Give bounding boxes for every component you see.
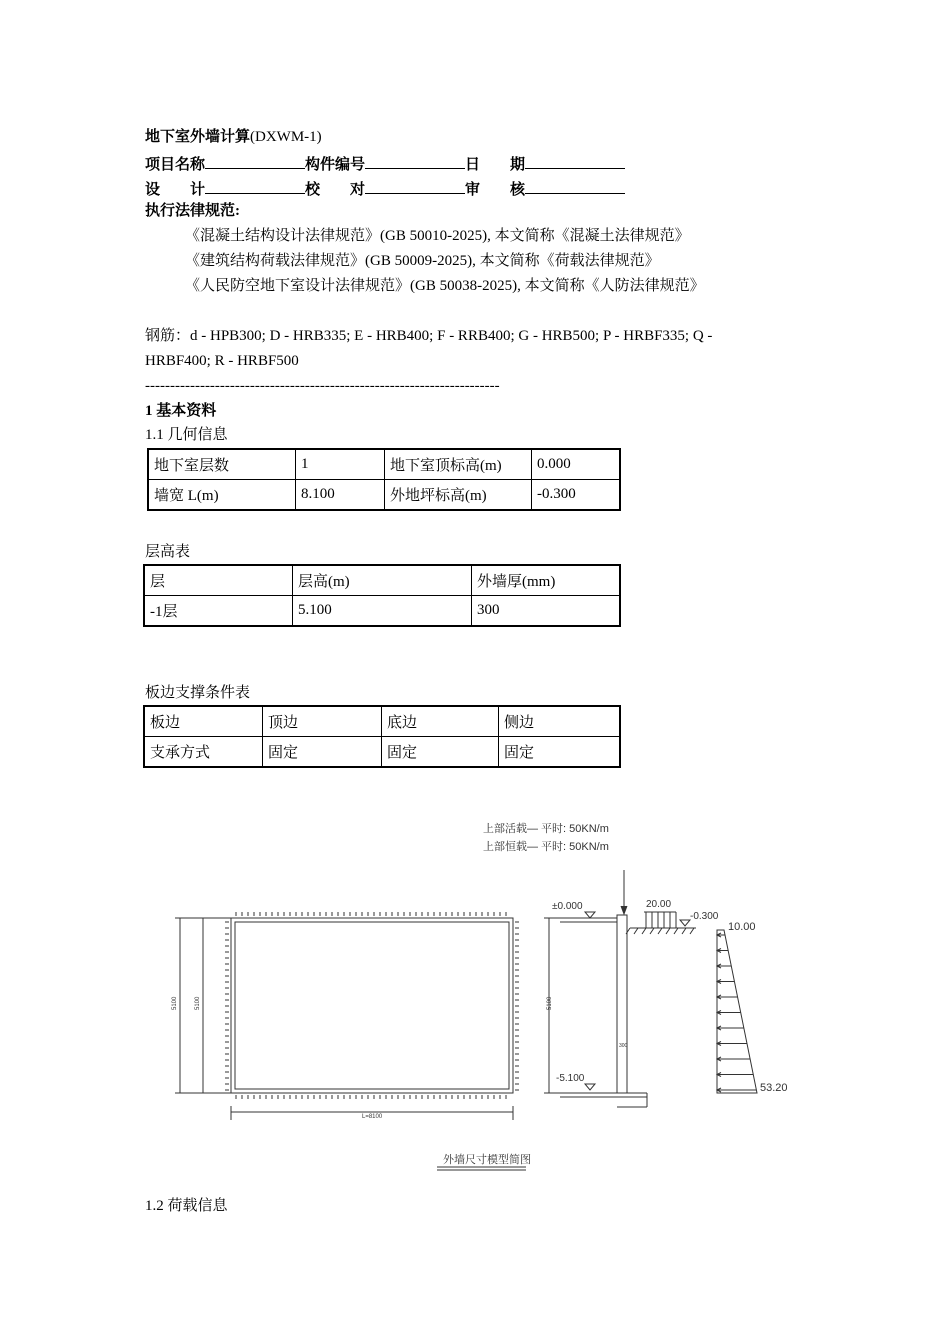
- table-cell: 支承方式: [144, 737, 263, 768]
- surcharge-text: 20.00: [646, 899, 672, 910]
- table-cell: 0.000: [532, 449, 621, 480]
- table-cell: 外墙厚(mm): [472, 565, 621, 596]
- table-cell: 固定: [263, 737, 382, 768]
- table-cell: -1层: [144, 596, 293, 627]
- table-cell: 固定: [499, 737, 621, 768]
- top-edge-hatch: [225, 912, 519, 1099]
- width-dim-text: L=8100: [362, 1114, 383, 1120]
- height-dim-text: 5100: [172, 996, 178, 1010]
- table-cell: 层: [144, 565, 293, 596]
- elevation-marker-icon: [585, 912, 595, 918]
- table-cell: 顶边: [263, 706, 382, 737]
- section-height-text: 5100: [547, 996, 553, 1010]
- height-dim-text: 5100: [195, 996, 201, 1010]
- table-cell: 侧边: [499, 706, 621, 737]
- table-cell: 地下室顶标高(m): [385, 449, 532, 480]
- bottom-elevation-text: -5.100: [556, 1073, 585, 1084]
- table-cell: 300: [472, 596, 621, 627]
- table-cell: -0.300: [532, 480, 621, 511]
- elevation-marker-icon: [680, 920, 690, 926]
- subsection-title-loads: 1.2 荷载信息: [145, 1198, 228, 1214]
- table-cell: 地下室层数: [148, 449, 296, 480]
- pressure-arrows: [717, 933, 756, 1092]
- rebar-line-1: 钢筋：d - HPB300; D - HRB335; E - HRB400; F - RRB400; G - HRB500; P - HRBF335; Q -: [145, 328, 713, 344]
- table-cell: 墙宽 L(m): [148, 480, 296, 511]
- standard-item: 《混凝土结构设计法律规范》(GB 50010-2025), 本文简称《混凝土法律规范》: [185, 228, 690, 244]
- table-cell: 8.100: [296, 480, 385, 511]
- table-cell: 1: [296, 449, 385, 480]
- standard-item: 《建筑结构荷载法律规范》(GB 50009-2025), 本文简称《荷载法律规范》: [185, 253, 660, 269]
- pressure-top-text: 10.00: [728, 921, 756, 933]
- table-cell: 固定: [382, 737, 499, 768]
- standards-label: 执行法律规范:: [145, 203, 240, 219]
- elevation-marker-icon: [585, 1084, 595, 1090]
- live-load-label: 上部活载— 平时: 50KN/m: [483, 823, 609, 835]
- pressure-bottom-text: 53.20: [760, 1082, 788, 1094]
- wall-section: [617, 915, 627, 1093]
- dead-load-label: 上部恒载— 平时: 50KN/m: [483, 841, 609, 853]
- table-cell: 层高(m): [293, 565, 472, 596]
- floor-table-caption: 层高表: [145, 544, 191, 560]
- section-title: 1 基本资料: [145, 403, 217, 419]
- table-cell: 外地坪标高(m): [385, 480, 532, 511]
- info-row-1: 项目名称 构件编号 日 期: [145, 152, 625, 175]
- support-table-caption: 板边支撑条件表: [145, 685, 251, 701]
- wall-elevation-inner: [235, 922, 509, 1089]
- table-cell: 5.100: [293, 596, 472, 627]
- diagram-caption: 外墙尺寸模型简图: [443, 1154, 531, 1166]
- doc-title: 地下室外墙计算(DXWM-1): [145, 129, 322, 145]
- info-row-2: 设 计 校 对 审 核: [145, 177, 625, 200]
- wall-elevation-outer: [231, 918, 513, 1093]
- separator: -----------------------------------------------------------------------: [145, 378, 500, 394]
- top-elevation-text: ±0.000: [552, 901, 583, 912]
- ground-elevation-text: -0.300: [690, 911, 719, 922]
- subsection-title-geometry: 1.1 几何信息: [145, 427, 228, 443]
- table-cell: 底边: [382, 706, 499, 737]
- standard-item: 《人民防空地下室设计法律规范》(GB 50038-2025), 本文简称《人防法律规范》: [185, 278, 705, 294]
- table-cell: 板边: [144, 706, 263, 737]
- surcharge-arrows: [646, 912, 676, 928]
- earth-pressure-diagram: [717, 930, 757, 1093]
- wall-thickness-text: 300: [619, 1043, 628, 1049]
- rebar-line-2: HRBF400; R - HRBF500: [145, 353, 299, 369]
